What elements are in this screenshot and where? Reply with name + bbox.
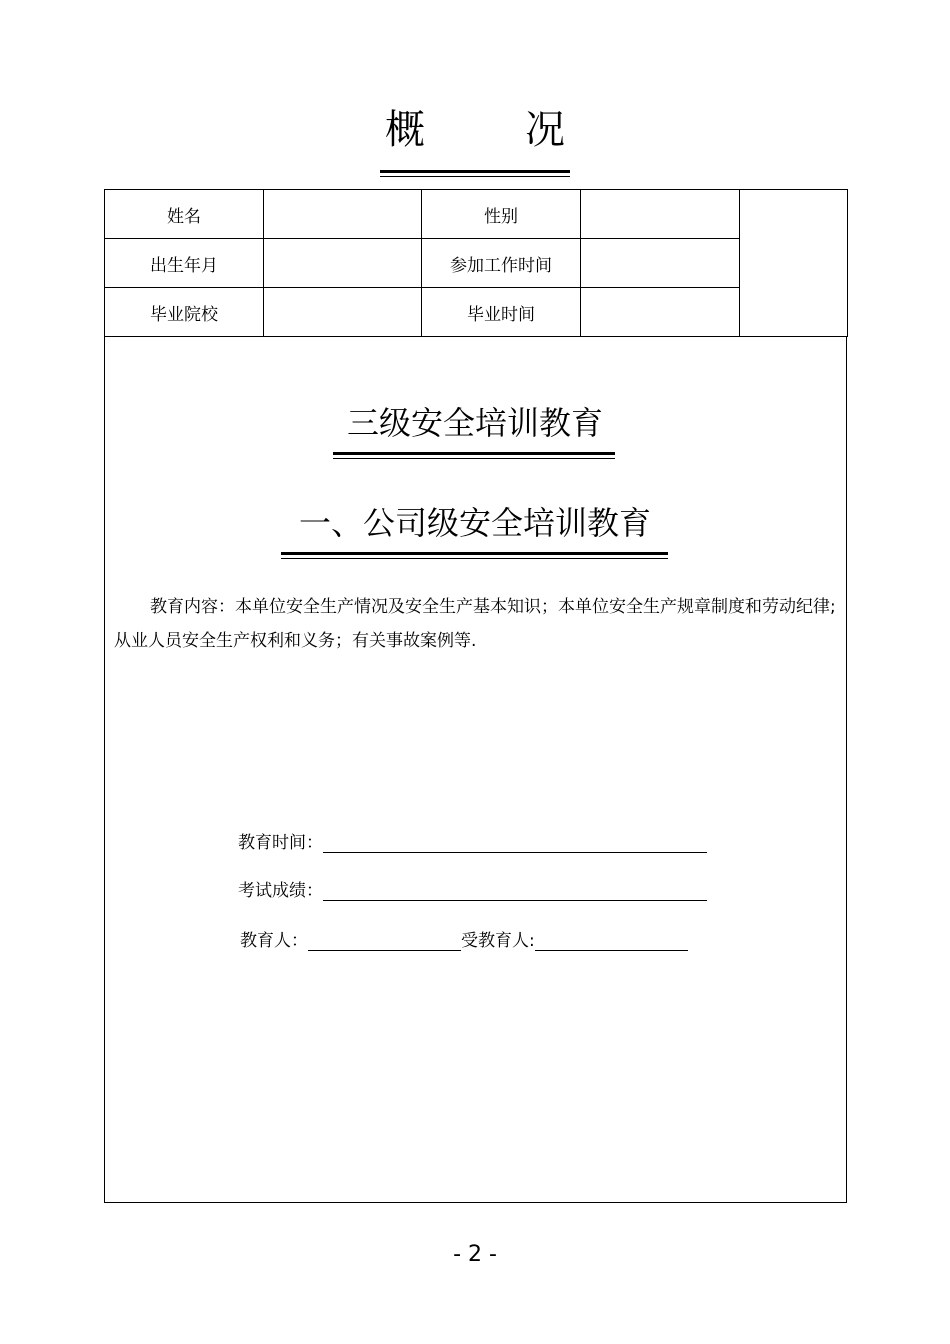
section-subheading: 一、公司级安全培训教育	[298, 504, 651, 542]
edu-time-row	[238, 828, 707, 853]
birth-label: 出生年月	[105, 239, 264, 288]
educator-line[interactable]	[308, 930, 461, 951]
exam-score-label: 考试成绩：	[238, 881, 323, 901]
title-char-2: 况	[525, 107, 565, 153]
school-field[interactable]	[264, 288, 422, 337]
section-heading-underline	[333, 452, 615, 459]
page-number: - 2 -	[453, 1242, 497, 1267]
edu-time-label: 教育时间：	[238, 833, 323, 853]
section-heading: 三级安全培训教育	[346, 404, 603, 442]
educatee-line[interactable]	[535, 930, 688, 951]
education-content: 教育内容：本单位安全生产情况及安全生产基本知识；本单位安全生产规章制度和劳动纪律;从业人员安全生产权利和义务；有关事故案例等.	[114, 597, 836, 651]
info-table	[104, 189, 848, 337]
name-field[interactable]	[264, 190, 422, 239]
educator-label: 教育人：	[240, 931, 308, 951]
edu-time-line[interactable]	[323, 832, 707, 853]
grad-time-field[interactable]	[581, 288, 740, 337]
name-label: 姓名	[105, 190, 264, 239]
educatee-label: 受教育人:	[461, 931, 535, 951]
birth-field[interactable]	[264, 239, 422, 288]
title-char-1: 概	[385, 107, 425, 153]
grad-time-label: 毕业时间	[422, 288, 581, 337]
exam-score-line[interactable]	[323, 880, 707, 901]
work-start-label: 参加工作时间	[422, 239, 581, 288]
section-subheading-underline	[281, 552, 668, 559]
title-underline	[380, 170, 570, 177]
school-label: 毕业院校	[105, 288, 264, 337]
signature-row	[240, 926, 688, 951]
photo-box	[740, 190, 848, 337]
training-section-box	[104, 336, 847, 1203]
exam-score-row	[238, 876, 707, 901]
work-start-field[interactable]	[581, 239, 740, 288]
gender-label: 性别	[422, 190, 581, 239]
gender-field[interactable]	[581, 190, 740, 239]
page-title	[0, 102, 950, 158]
